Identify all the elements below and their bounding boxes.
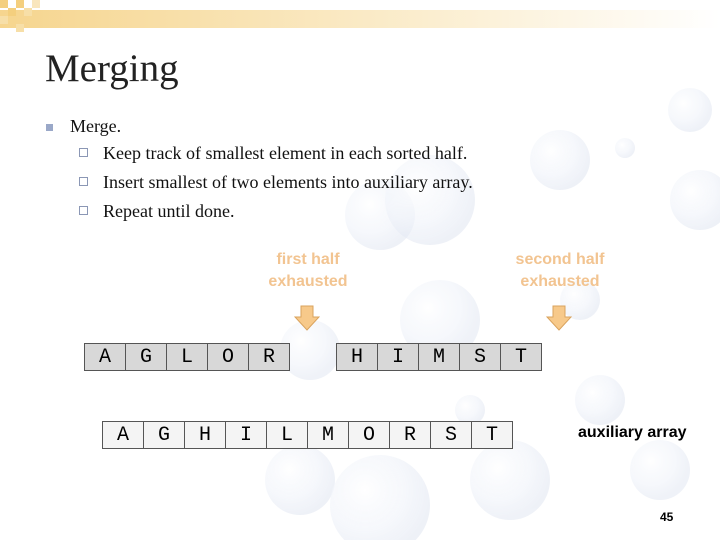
array-cell: T <box>471 421 513 449</box>
array-cell: A <box>84 343 126 371</box>
array-cell: G <box>143 421 185 449</box>
bullet-text: Merge. <box>70 116 122 136</box>
subbullet-text: Repeat until done. <box>103 201 235 221</box>
array-cell: L <box>166 343 208 371</box>
array-cell: A <box>102 421 144 449</box>
array-cell: R <box>248 343 290 371</box>
square-bullet-icon <box>46 124 53 131</box>
hollow-square-bullet-icon <box>79 177 88 186</box>
label-line: exhausted <box>520 273 600 290</box>
array-cell: L <box>266 421 308 449</box>
subbullet-text: Insert smallest of two elements into auxiliary array. <box>103 172 473 192</box>
hollow-square-bullet-icon <box>79 148 88 157</box>
array-cell: I <box>377 343 419 371</box>
auxiliary-array <box>103 421 513 449</box>
second-half-array <box>337 343 542 371</box>
array-cell: O <box>348 421 390 449</box>
array-cell: S <box>430 421 472 449</box>
array-cell: I <box>225 421 267 449</box>
bullet-list <box>46 116 473 229</box>
first-half-array <box>85 343 290 371</box>
auxiliary-array-label: auxiliary array <box>578 424 687 441</box>
array-cell: T <box>500 343 542 371</box>
hollow-square-bullet-icon <box>79 206 88 215</box>
array-cell: H <box>184 421 226 449</box>
down-arrow-icon <box>294 305 320 331</box>
subbullet-text: Keep track of smallest element in each sorted half. <box>103 143 468 163</box>
second-half-exhausted-label <box>495 249 625 293</box>
array-cell: M <box>307 421 349 449</box>
array-cell: H <box>336 343 378 371</box>
array-cell: R <box>389 421 431 449</box>
page-number: 45 <box>660 510 674 524</box>
label-line: exhausted <box>268 273 348 290</box>
slide-title: Merging <box>45 47 179 90</box>
array-cell: O <box>207 343 249 371</box>
label-line: second half <box>515 251 605 268</box>
array-cell: G <box>125 343 167 371</box>
array-cell: S <box>459 343 501 371</box>
array-cell: M <box>418 343 460 371</box>
first-half-exhausted-label <box>248 249 368 293</box>
label-line: first half <box>276 251 340 268</box>
bullet-merge <box>46 116 122 142</box>
down-arrow-icon <box>546 305 572 331</box>
